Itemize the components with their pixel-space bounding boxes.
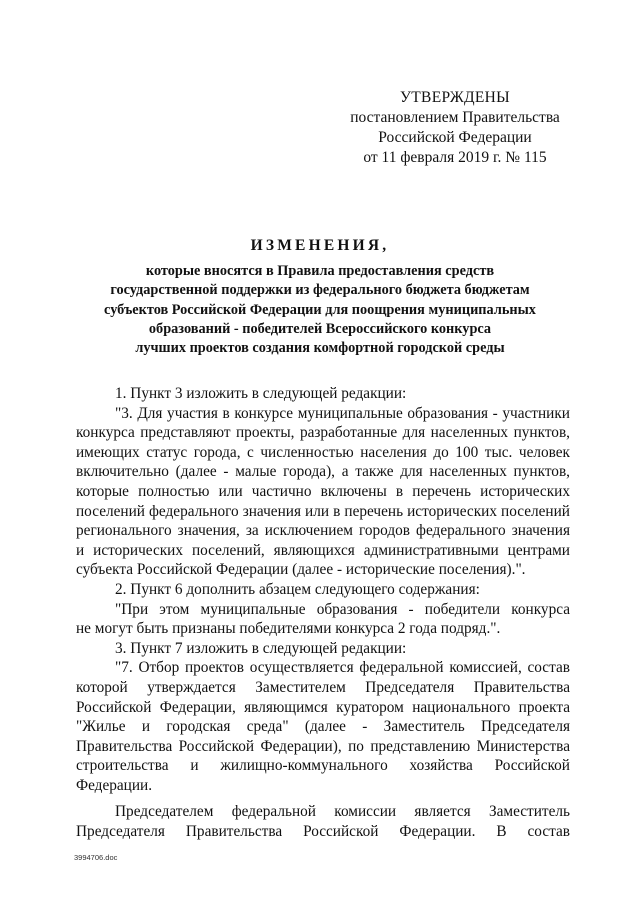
footer-file-code: 3994706.doc [74,853,118,862]
body-line: Председателем федеральной комиссии является Заместитель [115,803,570,821]
body-line: которые полностью или частично включены в перечень исторических [76,482,570,500]
body-line: и исторических поселений, являющихся административными центрами [76,541,570,559]
body-line: 3. Пункт 7 изложить в следующей редакции: [115,639,407,657]
approval-heading: УТВЕРЖДЕНЫ [400,89,510,106]
body-line: "3. Для участия в конкурсе муниципальные образования - участники [115,404,570,422]
paragraph-gap [76,795,570,802]
subtitle-line: которые вносятся в Правила предоставления средств [145,263,495,279]
body-line: включительно (далее - малые города), а также для населенных пунктов, [76,463,570,481]
approval-line: постановлением Правительства [350,109,560,126]
body-line: конкурса представляют проекты, разработанные для населенных пунктов, [76,424,570,442]
body-line: не могут быть признаны победителями конкурса 2 года подряд.". [76,620,501,638]
body-line: имеющих статус города, с численностью населения до 100 тыс. человек [76,443,570,461]
subtitle-line: государственной поддержки из федерального бюджета бюджетам [110,282,530,299]
subtitle-line: образований - победителей Всероссийского конкурса [148,320,492,337]
body-line: поселений федерального значения или в перечень исторических поселений [76,502,570,520]
body-line: субъекта Российской Федерации (далее - исторические поселения).". [76,561,526,579]
body-line: 2. Пункт 6 дополнить абзацем следующего содержания: [115,580,480,598]
document-title: ИЗМЕНЕНИЯ, [250,237,390,254]
subtitle-line: лучших проектов создания комфортной городской среды [135,340,505,357]
body-line: "Жилье и городская среда" (далее - Заместитель Председателя [76,718,570,736]
body-line: Правительства Российской Федерации), по представлению Министерства [76,737,570,755]
approval-block [340,88,570,168]
body-line: Председателя Правительства Российской Федерации. В состав [76,823,570,841]
approval-date-number: от 11 февраля 2019 г. № 115 [363,149,547,166]
body-line: строительства и жилищно-коммунального хозяйства Российской [76,757,570,775]
body-line: "При этом муниципальные образования - победители конкурса [115,600,570,618]
subtitle-line: субъектов Российской Федерации для поощрения муниципальных [104,301,536,318]
approval-line: Российской Федерации [378,129,532,146]
body-line: регионального значения, за исключением городов федерального значения [76,522,570,540]
document-body [76,384,570,842]
body-line: Российской Федерации, являющимся куратором национального проекта [76,698,570,716]
body-line: "7. Отбор проектов осуществляется федеральной комиссией, состав [115,659,570,677]
body-line: 1. Пункт 3 изложить в следующей редакции: [115,385,407,402]
body-line: которой утверждается Заместителем Председателя Правительства [76,678,570,696]
body-line: Федерации. [76,776,153,794]
document-subtitle [60,262,580,358]
